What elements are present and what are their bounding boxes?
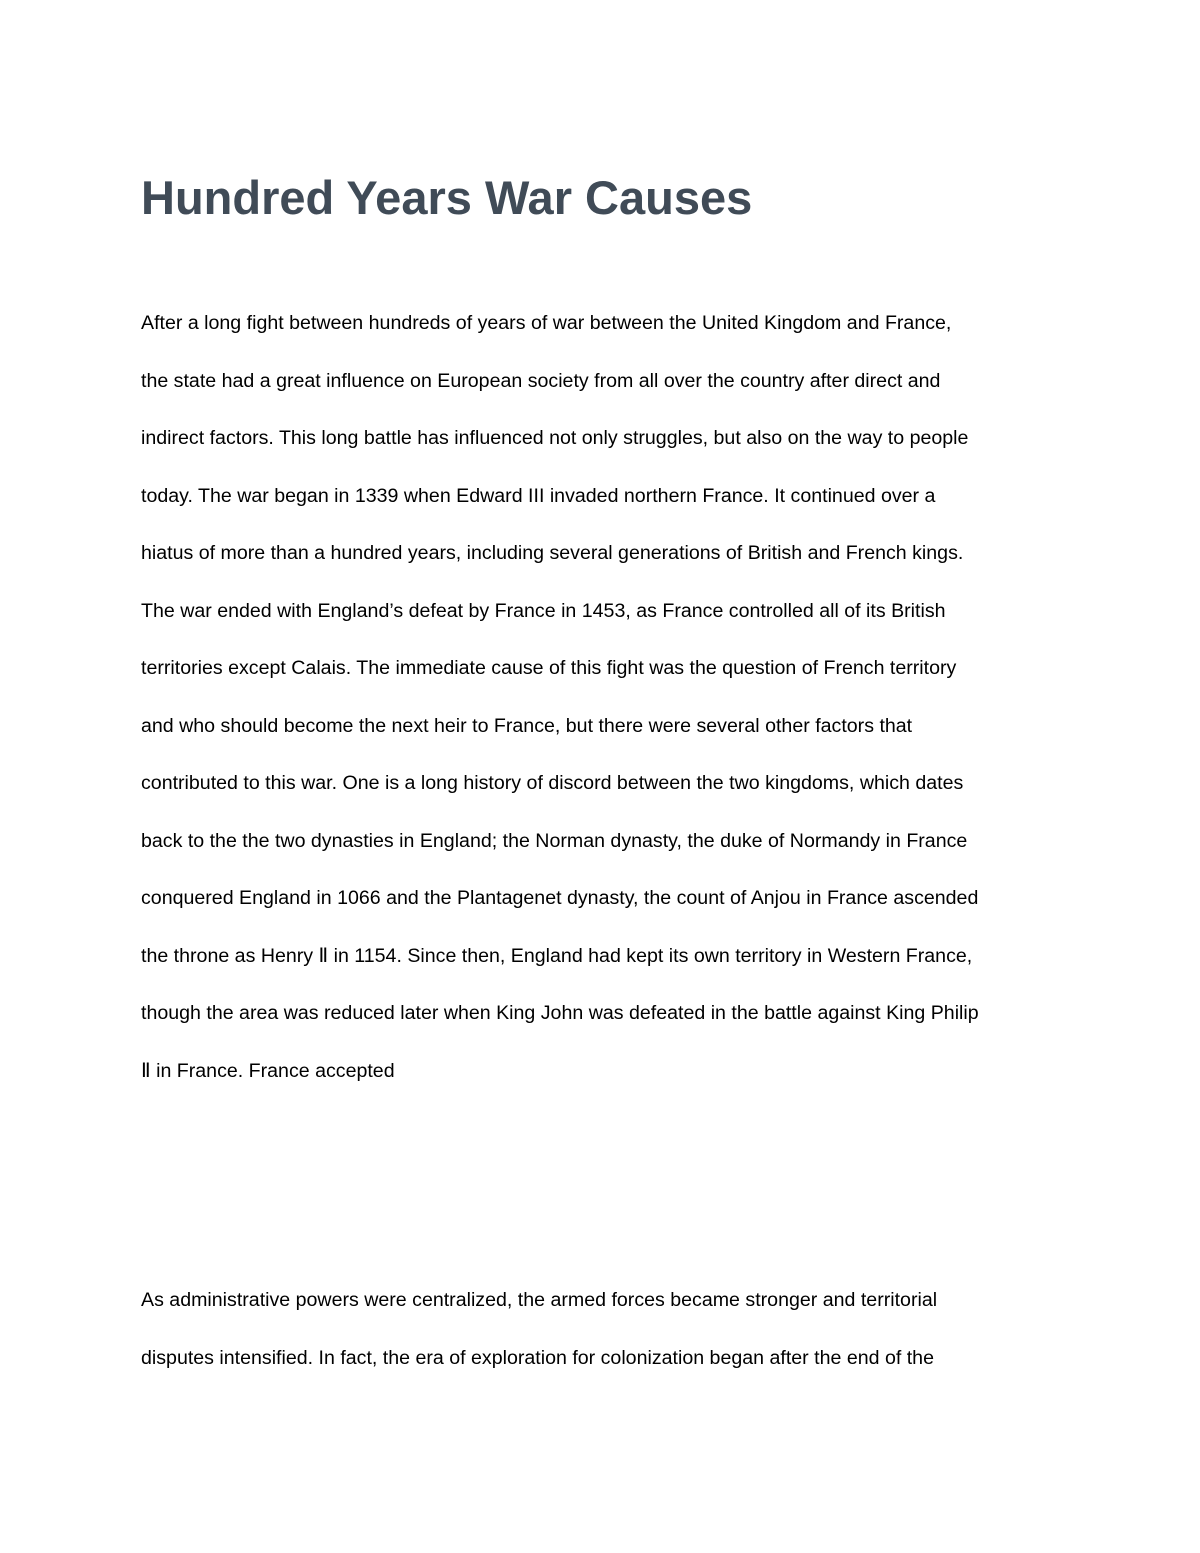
text-line: though the area was reduced later when King John was defeated in the battle against King Philip xyxy=(141,1002,979,1024)
paragraph-2 xyxy=(141,1272,1081,1387)
text-line: contributed to this war. One is a long history of discord between the two kingdoms, which dates xyxy=(141,772,964,794)
text-line: After a long fight between hundreds of years of war between the United Kingdom and France, xyxy=(141,312,952,334)
text-line: territories except Calais. The immediate cause of this fight was the question of French territory xyxy=(141,657,957,679)
text-line: The war ended with England’s defeat by France in 1453, as France controlled all of its British xyxy=(141,599,946,622)
paragraph-1 xyxy=(141,295,1081,1100)
text-line: today. The war began in 1339 when Edward III invaded northern France. It continued over a xyxy=(141,484,936,507)
text-line: conquered England in 1066 and the Plantagenet dynasty, the count of Anjou in France ascended xyxy=(141,887,979,909)
document-title: Hundred Years War Causes xyxy=(141,171,753,224)
text-line: Ⅱ in France. France accepted xyxy=(141,1059,395,1082)
text-line: and who should become the next heir to France, but there were several other factors that xyxy=(141,714,913,737)
text-line: the throne as Henry Ⅱ in 1154. Since then, England had kept its own territory in Western France, xyxy=(141,944,973,967)
text-line: the state had a great influence on European society from all over the country after direct and xyxy=(141,369,941,392)
text-line: hiatus of more than a hundred years, including several generations of British and French kings. xyxy=(141,542,964,564)
text-line: disputes intensified. In fact, the era of exploration for colonization began after the end of the xyxy=(141,1346,934,1369)
text-line: As administrative powers were centralized, the armed forces became stronger and territorial xyxy=(141,1289,938,1311)
text-line: indirect factors. This long battle has influenced not only struggles, but also on the way to people xyxy=(141,427,969,449)
text-line: back to the the two dynasties in England; the Norman dynasty, the duke of Normandy in France xyxy=(141,829,968,852)
